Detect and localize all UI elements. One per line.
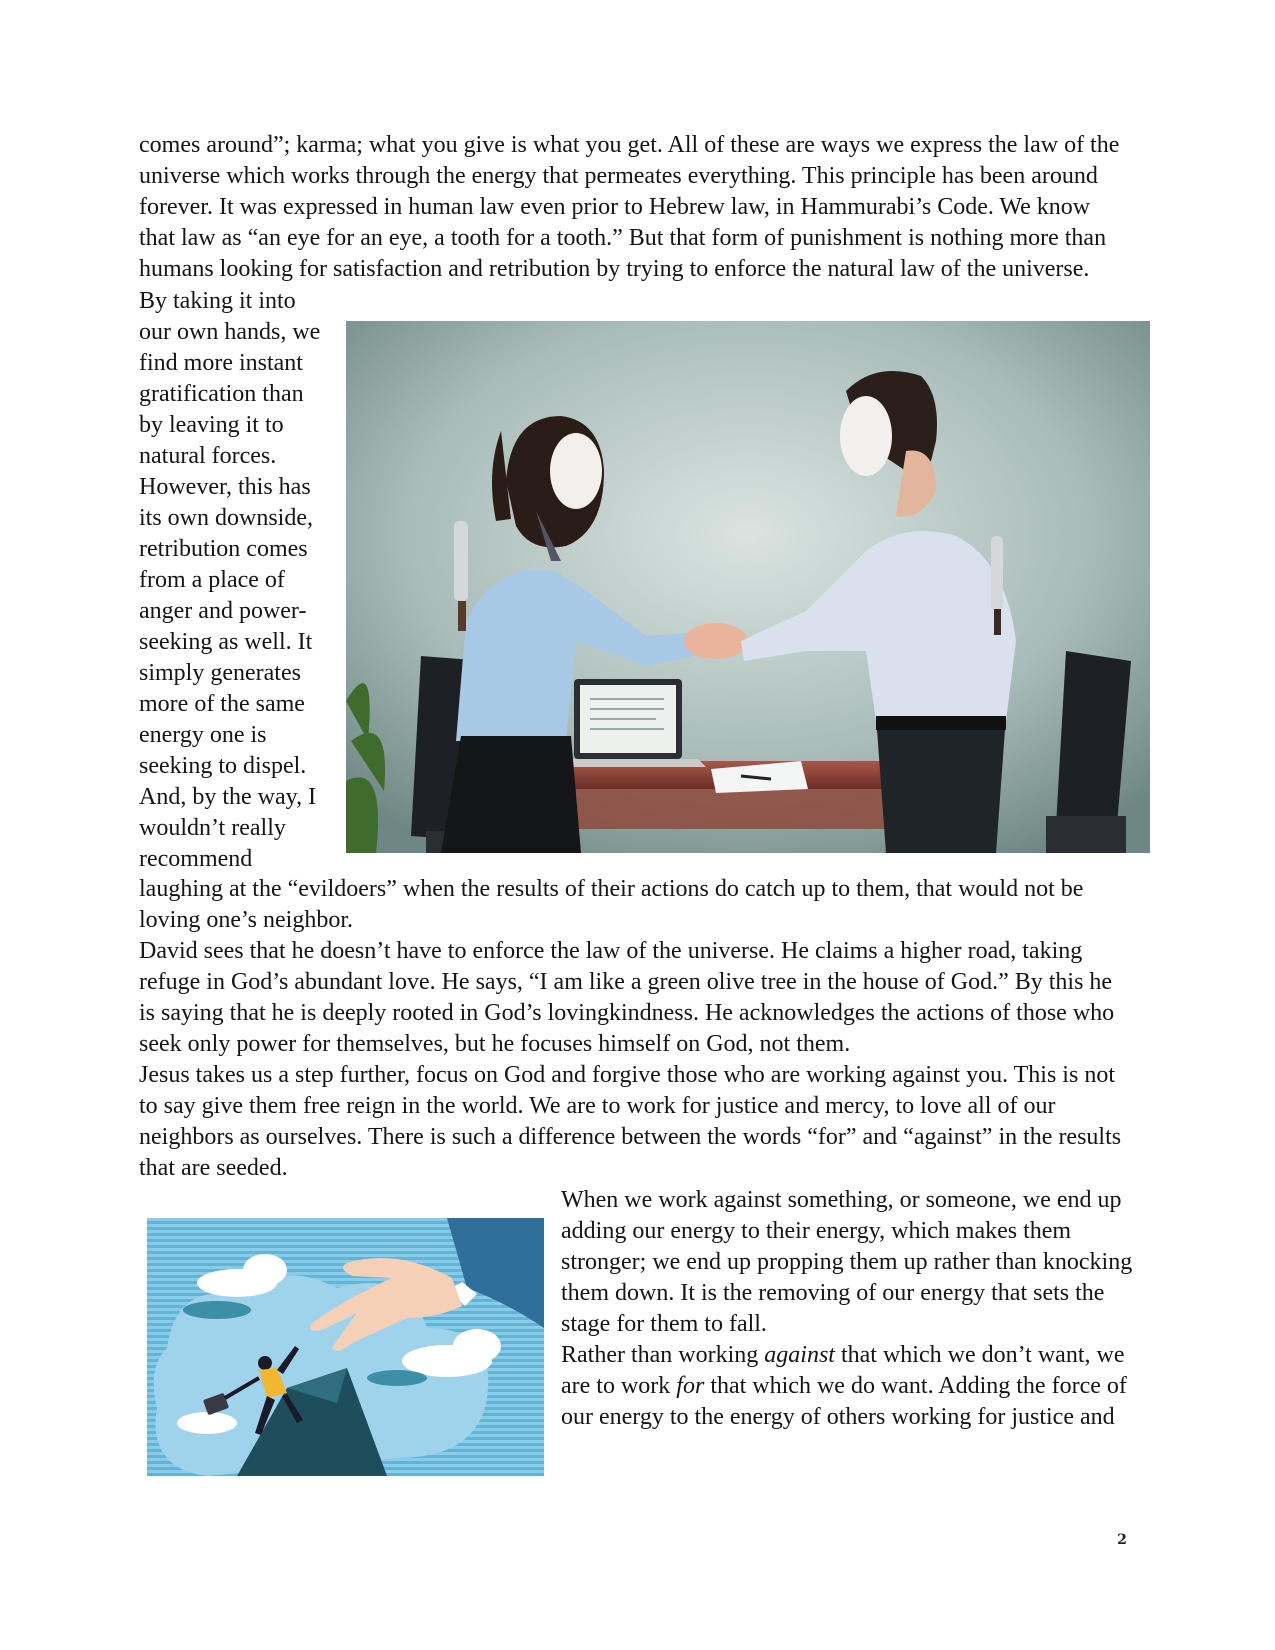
text-run: that which we do want. Adding the force of — [704, 1373, 1127, 1399]
text-line: stronger; we end up propping them up rather than knocking — [561, 1249, 1133, 1275]
text-line: stage for them to fall. — [561, 1311, 767, 1337]
helping-hand-illustration — [147, 1218, 544, 1476]
text-line: forever. It was expressed in human law even prior to Hebrew law, in Hammurabi’s Code. We know — [139, 194, 1091, 220]
text-line: simply generates — [139, 660, 301, 686]
text-line: is saying that he is deeply rooted in God’s lovingkindness. He acknowledges the actions of those who — [139, 1000, 1115, 1026]
text-line: energy one is — [139, 722, 267, 748]
text-line: from a place of — [139, 567, 285, 593]
text-line: loving one’s neighbor. — [139, 907, 353, 933]
text-line: our own hands, we — [139, 319, 321, 345]
text-line: natural forces. — [139, 443, 277, 469]
text-run: that which we don’t want, we — [834, 1342, 1125, 1368]
text-line: that are seeded. — [139, 1155, 288, 1181]
page-number: 2 — [1117, 1532, 1127, 1548]
text-line: humans looking for satisfaction and retribution by trying to enforce the natural law of the universe. — [139, 256, 1090, 282]
text-line: adding our energy to their energy, which makes them — [561, 1218, 1072, 1244]
text-line: seeking to dispel. — [139, 753, 307, 779]
text-line: seeking as well. It — [139, 629, 313, 655]
text-line: When we work against something, or someone, we end up — [561, 1187, 1122, 1213]
text-line: anger and power- — [139, 598, 307, 624]
text-line: retribution comes — [139, 536, 308, 562]
paragraph-right-column — [561, 1185, 1181, 1433]
text-line: our energy to the energy of others working for justice and — [561, 1404, 1115, 1430]
text-line: that law as “an eye for an eye, a tooth for a tooth.” But that form of punishment is nothing more than — [139, 225, 1107, 251]
paragraph-intro — [139, 130, 1179, 285]
text-line: wouldn’t really — [139, 815, 286, 841]
text-line: refuge in God’s abundant love. He says, “I am like a green olive tree in the house of God.” By this he — [139, 969, 1113, 995]
emphasis-against: against — [764, 1342, 835, 1368]
text-line: comes around”; karma; what you give is what you get. All of these are ways we express the law of the — [139, 132, 1120, 158]
text-run: are to work — [561, 1373, 677, 1399]
text-line: However, this has — [139, 474, 311, 500]
text-line: laughing at the “evildoers” when the results of their actions do catch up to them, that would not be — [139, 876, 1084, 902]
text-line: by leaving it to — [139, 412, 284, 438]
text-line-work-for — [561, 1371, 1181, 1402]
text-line: recommend — [139, 846, 253, 872]
text-line: Jesus takes us a step further, focus on God and forgive those who are working against you. This is not — [139, 1062, 1115, 1088]
paragraph-side-column — [139, 286, 339, 875]
text-line-rather — [561, 1340, 1181, 1371]
text-line: more of the same — [139, 691, 305, 717]
emphasis-for: for — [676, 1373, 705, 1399]
text-line: find more instant — [139, 350, 303, 376]
text-line: universe which works through the energy that permeates everything. This principle has been around — [139, 163, 1098, 189]
text-run: Rather than working — [561, 1342, 765, 1368]
text-line: And, by the way, I — [139, 784, 317, 810]
text-line: David sees that he doesn’t have to enforce the law of the universe. He claims a higher road, taking — [139, 938, 1083, 964]
text-line: gratification than — [139, 381, 304, 407]
text-line: neighbors as ourselves. There is such a difference between the words “for” and “against” in the results — [139, 1124, 1122, 1150]
text-line: seek only power for themselves, but he focuses himself on God, not them. — [139, 1031, 851, 1057]
text-line: its own downside, — [139, 505, 313, 531]
paragraph-body — [139, 874, 1179, 1184]
text-line: them down. It is the removing of our energy that sets the — [561, 1280, 1105, 1306]
text-line: to say give them free reign in the world. We are to work for justice and mercy, to love all of our — [139, 1093, 1056, 1119]
handshake-masks-photo — [346, 321, 1150, 853]
text-line: By taking it into — [139, 288, 296, 314]
